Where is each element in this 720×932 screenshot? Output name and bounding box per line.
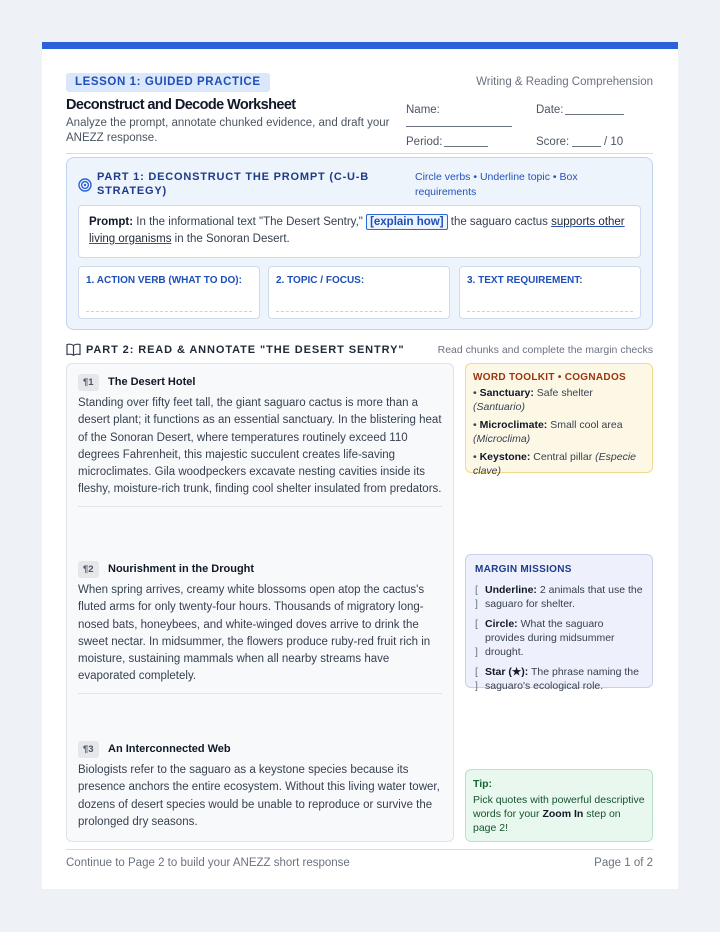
part1-hint: Circle verbs • Underline topic • Box requirements [415, 171, 578, 198]
tip-label: Tip: [473, 778, 493, 790]
open-book-icon [66, 343, 81, 356]
part2-hint: Read chunks and complete the margin checks [437, 344, 653, 356]
chunk-1-text: Standing over fifty feet tall, the giant saguaro cactus is more than a desert plant; it functions as an essential sanctuary. In the blistering heat of the Sonoran Desert, where temperatures routinely exceed 110 degrees Fahrenheit, this majestic succulent creates life-saving microclimates. Gila woodpeckers excavate nesting cavities inside its fleshy, moisture-rich trunk, finding cool shelter insulated from predators. [78, 397, 442, 496]
mission-item-star[interactable]: [ ] Star (★): The phrase naming the saguaro's ecological role. [475, 666, 639, 692]
period-field-line[interactable] [444, 146, 488, 147]
checkbox-bracket: [ ] [475, 618, 478, 658]
score-field-line[interactable] [572, 146, 601, 147]
part1-panel [66, 157, 653, 330]
toolkit-item: • Sanctuary: Safe shelter (Santuario) [473, 387, 593, 413]
page-subtitle: Analyze the prompt, annotate chunked evidence, and draft your ANEZZ response. [66, 117, 390, 144]
toolkit-item: • Microclimate: Small cool area (Microclima) [473, 419, 623, 445]
action-verb-box[interactable] [78, 266, 260, 319]
page-title: Deconstruct and Decode Worksheet [66, 97, 296, 113]
prompt-text-mid: the saguaro cactus [450, 216, 548, 228]
topic-focus-box[interactable] [268, 266, 450, 319]
toolkit-title: WORD TOOLKIT • COGNADOS [473, 372, 626, 383]
reading-passage [66, 363, 454, 842]
date-field-line[interactable] [565, 114, 624, 115]
date-field-label: Date: [536, 104, 564, 116]
prompt-box [78, 205, 641, 258]
text-requirement-label: 3. TEXT REQUIREMENT: [467, 275, 583, 286]
mission-item-underline[interactable]: [ ] Underline: 2 animals that use the saguaro for shelter. [475, 584, 643, 610]
footer-divider [66, 849, 653, 850]
checkbox-bracket: [ ] [475, 584, 478, 610]
subject-label: Writing & Reading Comprehension [476, 76, 653, 88]
tip-box [465, 769, 653, 842]
text-requirement-box[interactable] [459, 266, 641, 319]
word-toolkit [465, 363, 653, 477]
chunk-divider [78, 506, 442, 507]
footer-note: Continue to Page 2 to build your ANEZZ short response [66, 857, 350, 869]
prompt-boxed-requirement: [explain how] [366, 214, 447, 230]
prompt-text-pre: In the informational text "The Desert Sentry," [136, 216, 363, 228]
mission-item-circle[interactable]: [ ] Circle: What the saguaro provides during midsummer drought. [475, 618, 615, 658]
tip-text: Pick quotes with powerful descriptive words for your Zoom In step on page 2! [473, 794, 645, 834]
lesson-badge: LESSON 1: GUIDED PRACTICE [66, 73, 270, 92]
prompt-underlined-1: supports other [551, 216, 625, 228]
chunk-2-text: When spring arrives, creamy white blossoms open atop the cactus's fluted arms for only twenty-four hours. Thousands of migratory long-nosed bats, honeybees, and white-winged doves arrive to drink the sweet nectar. In midsummer, the flowers produce ruby-red fruit rich in moisture, sustaining mammals when all nearby streams have evaporated completely. [78, 584, 431, 683]
prompt-underlined-2: living organisms [89, 233, 172, 245]
checkbox-bracket: [ ] [475, 666, 478, 692]
name-field-label: Name: [406, 104, 440, 116]
chunk-divider [78, 693, 442, 694]
header-divider [66, 153, 653, 154]
chunk-1-tag: ¶1 [78, 374, 99, 391]
prompt-label: Prompt: [89, 216, 134, 228]
answer-line [86, 311, 252, 312]
answer-line [467, 311, 633, 312]
margin-missions [465, 554, 653, 692]
chunk-1-title: The Desert Hotel [108, 376, 196, 388]
name-field-line[interactable] [406, 126, 512, 127]
target-icon [78, 178, 92, 192]
topic-focus-label: 2. TOPIC / FOCUS: [276, 275, 365, 286]
action-verb-label: 1. ACTION VERB (WHAT TO DO): [86, 275, 242, 286]
chunk-2-title: Nourishment in the Drought [108, 563, 255, 575]
worksheet-page [42, 42, 678, 889]
score-total: / 10 [604, 136, 624, 148]
part2-title: PART 2: READ & ANNOTATE "THE DESERT SENTRY" [86, 344, 405, 356]
answer-line [276, 311, 442, 312]
score-field-label: Score: [536, 136, 570, 148]
chunk-3-text: Biologists refer to the saguaro as a keystone species because its presence anchors the entire ecosystem. Without this living water tower, dozens of desert species would be unable to reproduce or survive the prolonged dry seasons. [78, 764, 440, 828]
missions-title: MARGIN MISSIONS [475, 564, 572, 575]
prompt-text-post: in the Sonoran Desert. [174, 233, 290, 245]
page-number: Page 1 of 2 [594, 857, 653, 869]
chunk-3-tag: ¶3 [78, 741, 99, 758]
chunk-2-tag: ¶2 [78, 561, 99, 578]
toolkit-item: • Keystone: Central pillar (Especie clave) [473, 451, 637, 477]
part1-title: PART 1: DECONSTRUCT THE PROMPT (C-U-B STRATEGY) [97, 171, 369, 197]
chunk-3-title: An Interconnected Web [108, 743, 231, 755]
period-field-label: Period: [406, 136, 443, 148]
